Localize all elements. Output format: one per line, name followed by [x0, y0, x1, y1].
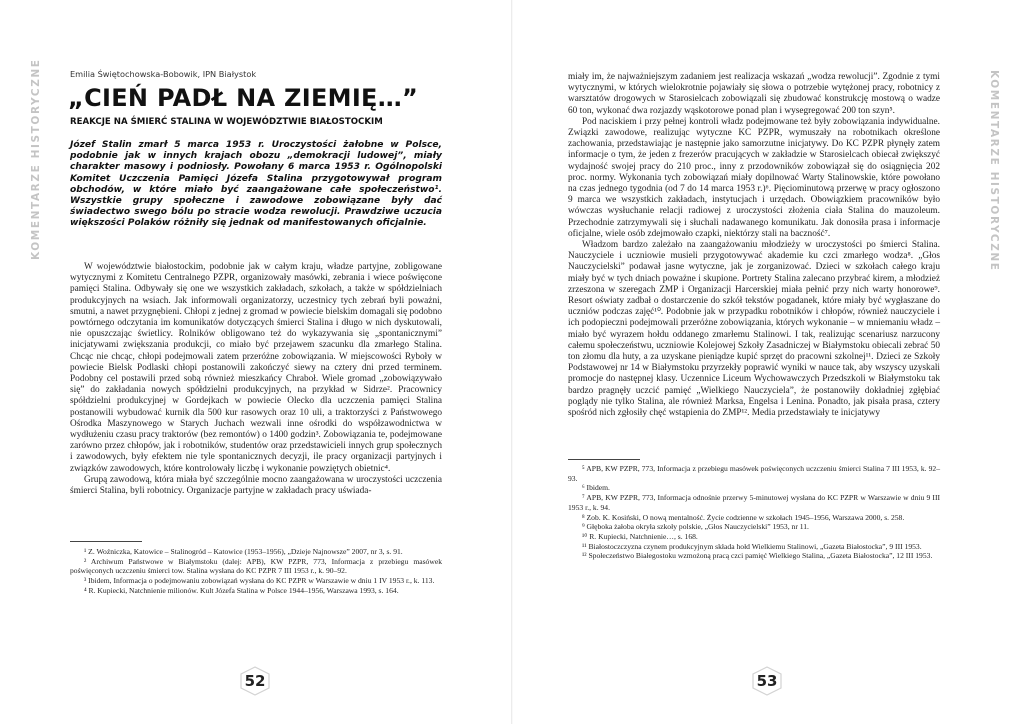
page-number: [238, 666, 272, 696]
footnote: ⁸ Zob. K. Kosiński, O nową mentalność. Życie codzienne w szkołach 1945–1956, Warszawa 2000, s. 258.: [582, 512, 905, 522]
article-subtitle: REAKCJE NA ŚMIERĆ STALINA W WOJEWÓDZTWIE BIAŁOSTOCKIM: [70, 117, 383, 127]
footnote: ³ Ibidem, Informacja o podejmowaniu zobowiązań wysłana do KC PZPR w Warszawie w dniu 1 IV 1953 r., k. 113.: [84, 576, 435, 586]
footnote: ¹¹ Białostoczczyzna czynem produkcyjnym składa hołd Wielkiemu Stalinowi, „Gazeta Białostocka”, 9 III 1953.: [582, 541, 922, 551]
article-title: „CIEŃ PADŁ NA ZIEMIĘ…”: [68, 84, 419, 112]
footnote: ¹ Z. Woźniczka, Katowice – Stalinogród – Katowice (1953–1956), „Dzieje Najnowsze” 2007, nr 3, s. 91.: [84, 547, 403, 556]
footnote: ² Archiwum Państwowe w Białymstoku (dalej: APB), KW PZPR, 773, Informacja z przebiegu masówek poświęconych uczczeniu śmierci tow. Stalina wysłana do KC PZPR 7 III 1953 r., k. 90–92.: [70, 556, 442, 576]
footnote: ⁶ Ibidem.: [582, 483, 610, 493]
lead-paragraph: Józef Stalin zmarł 5 marca 1953 r. Uroczystości żałobne w Polsce, podobnie jak w innych krajach obozu „demokracji ludowej”, miały charakter masowy i podniosły. Powołany 6 marca 1953 r. Ogólnopolski Komitet Uczczenia Pamięci Józefa Stalina przygotowywał program obchodów, w które miało być zaangażowane całe społeczeństwo¹. Wszystkie grupy społeczne i zawodowe zobowiązane były dać świadectwo swego bólu po stracie wodza rewolucji. Prawdziwe uczucia większości Polaków różniły się jednak od manifestowanych oficjalnie.: [70, 140, 442, 229]
page-number: [750, 666, 784, 696]
body-paragraph: W województwie białostockim, podobnie jak w całym kraju, władze partyjne, zobligowane wytycznymi z Komitetu Centralnego PZPR, organizowały masówki, zebrania i wiece poświęcone pamięci Stalina. Odbywały się one we wszystkich zakładach, szkołach, a także w spółdzielniach produkcyjnych na wsiach. Jak informowali organizatorzy, uczestnicy tych zebrań byli poważni, smutni, a nawet przygnębieni. Chłopi z jednej z gromad w powiecie bielskim domagali się podobno powtórnego odczytania im komunikatów dotyczących śmierci Stalina i długo w nich dyskutowali, nie opuszczając świetlicy. Rolników obligowano też do wykazywania się „spontanicznymi” inicjatywami zwiększania produkcji, co miało być przejawem szacunku dla zmarłego Stalina. Chcąc nie chcąc, chłopi podejmowali zatem przeróżne zobowiązania. W miejscowości Ryboły w powiecie Bielsk Podlaski chłopi postanowili zakończyć siewy na cztery dni przed terminem. Podobny cel postawili przed sobą również mieszkańcy Chraboł. Wiele gromad „zobowiązywało się” do zakładania nowych spółdzielni produkcyjnych, na przykład w Sidrze². Pracownicy spółdzielni produkcyjnej w Gordejkach w powiecie Olecko dla uczczenia pamięci Stalina postanowili wybudować kurnik dla 500 kur rasowych oraz 10 uli, a traktorzyści z Państwowego Ośrodka Maszynowego w Starych Juchach wezwali inne ośrodki do współzawodnictwa w wydłużeniu czasu pracy traktorów (bez remontów) o 1400 godzin³. Zobowiązania te, podejmowane zarówno przez chłopów, jak i robotników, studentów oraz przedstawicieli innych grup społecznych i zawodowych, były efektem nie tyle spontanicznych decyzji, ile pracy organizacji partyjnych i związków zawodowych, które kontrolowały liczbę i wykonanie powziętych obietnic⁴.: [70, 262, 442, 474]
footnote-divider: [568, 459, 640, 460]
side-section-label: KOMENTARZE HISTORYCZNE: [30, 58, 42, 260]
footnote: ⁷ APB, KW PZPR, 773, Informacja odnośnie przerwy 5-minutowej wysłana do KC PZPR w Warszawie w dniu 9 III 1953 r., k. 94.: [568, 493, 940, 512]
page-number-text: 52: [244, 672, 266, 690]
footnote: ¹² Społeczeństwo Białegostoku wzmożoną pracą czci pamięć Wielkiego Stalina, „Gazeta Białostocka”, 12 III 1953.: [582, 551, 933, 561]
footnote: ⁴ R. Kupiecki, Natchnienie milionów. Kult Józefa Stalina w Polsce 1944–1956, Warszawa 1993, s. 164.: [84, 585, 399, 595]
footnotes: [568, 464, 940, 561]
body-paragraph: Grupą zawodową, która miała być szczególnie mocno zaangażowana w uroczystości uczczenia śmierci Stalina, byli robotnicy. Organizacje partyjne w zakładach pracy uświada-: [70, 474, 442, 497]
page-number-text: 53: [756, 672, 778, 690]
author-line: Emilia Świętochowska-Bobowik, IPN Białystok: [70, 69, 257, 79]
side-section-label: KOMENTARZE HISTORYCZNE: [988, 70, 1000, 272]
body-paragraph: miały im, że najważniejszym zadaniem jest realizacja wskazań „wodza rewolucji”. Zgodnie z tymi wytycznymi, w których wielokrotnie pojawiały się słowa o potrzebie wytężonej pracy, robotnicy z warsztatów drogowych w Starosielcach zobowiązali się zbudować konstrukcję mostową o wadze 60 ton, wykonać dwa rozjazdy wąskotorowe ponad plan i wysegregować 200 ton szyn⁵.: [568, 72, 940, 116]
body-text: [70, 262, 442, 497]
body-paragraph: Władzom bardzo zależało na zaangażowaniu młodzieży w uroczystości po śmierci Stalina. Nauczyciele i uczniowie musieli przygotowywać akademie ku czci zmarłego wodza⁸. „Głos Nauczycielski” podawał jasne wytyczne, jak je zorganizować. Dzieci w szkołach całego kraju miały być w tych dniach poważne i skupione. Portrety Stalina zalecano przybrać kirem, a młodzież zrzeszona w szeregach ZMP i Organizacji Harcerskiej miała pełnić przy nich warty honorowe⁹. Resort oświaty zadbał o dostarczenie do szkół tekstów pogadanek, które miały być wygłaszane do uczniów podczas zajęć¹⁰. Podobnie jak w przypadku robotników i chłopów, również nauczyciele i ich podopieczni podejmowali przeróżne zobowiązania, których wykonanie – w mniemaniu władz – miało być wyrazem hołdu oddanego zmarłemu Stalinowi. I tak, realizując scenariusz narzucony całemu społeczeństwu, uczniowie Kolejowej Szkoły Zasadniczej w Białymstoku obiecali zebrać 50 ton złomu dla huty, a za uzyskane pieniądze kupić sprzęt do pracowni szkolnej¹¹. Dzieci ze Szkoły Podstawowej nr 14 w Białymstoku przyrzekły poprawić wyniki w nauce tak, aby wszyscy uzyskali promocje do następnej klasy. Uczennice Liceum Wychowawczych Przedszkoli w Białymstoku tak bardzo pragnęły uczcić pamięć „Wielkiego Nauczyciela”, że postanowiły dokładniej zgłębiać poglądy nie tylko Stalina, ale również Marksa, Engelsa i Lenina. Ponadto, jak pisała prasa, cztery spośród nich zgłosiły chęć wstąpienia do ZMP¹². Media przedstawiały te inicjatywy: [568, 240, 940, 419]
body-paragraph: Pod naciskiem i przy pełnej kontroli władz podejmowane też były zobowiązania indywidualne. Związki zawodowe, realizując wytyczne KC PZPR, wymuszały na robotnikach określone zachowania, przedstawiając je następnie jako samorzutne inicjatywy. Do KC PZPR płynęły zatem informacje o tym, że jeden z frezerów pracujących w zakładzie w Starosielcach obiecał zwiększyć wydajność swojej pracy do 210 proc., inny z przodowników zobowiązał się do osiągnięcia 202 proc. normy. Wykonania tych zobowiązań miały dopilnować Warty Stalinowskie, które powołano na czas jednego tygodnia (od 7 do 14 marca 1953 r.)⁶. Pięciominutową przerwę w pracy ogłoszono 9 marca we wszystkich zakładach, instytucjach i urzędach. Obowiązkiem pracowników było wówczas wysłuchanie relacji radiowej z uroczystości złożenia ciała Stalina do mauzoleum. Przechodnie zatrzymywali się i słuchali nadawanego komunikatu. Jak donosiła prasa i informacje oficjalne, wiele osób zdejmowało czapki, niektórzy stali na baczność⁷.: [568, 116, 940, 239]
footnote: ⁹ Głęboka żałoba okryła szkoły polskie, „Głos Nauczycielski” 1953, nr 11.: [582, 522, 809, 532]
body-text: [568, 72, 940, 419]
footnote: ⁵ APB, KW PZPR, 773, Informacja z przebiegu masówek poświęconych uczczeniu śmierci Stalina 7 III 1953, k. 92–93.: [568, 464, 940, 483]
footnote-divider: [70, 541, 142, 542]
footnote: ¹⁰ R. Kupiecki, Natchnienie…, s. 168.: [582, 531, 698, 541]
footnotes: [70, 547, 442, 596]
